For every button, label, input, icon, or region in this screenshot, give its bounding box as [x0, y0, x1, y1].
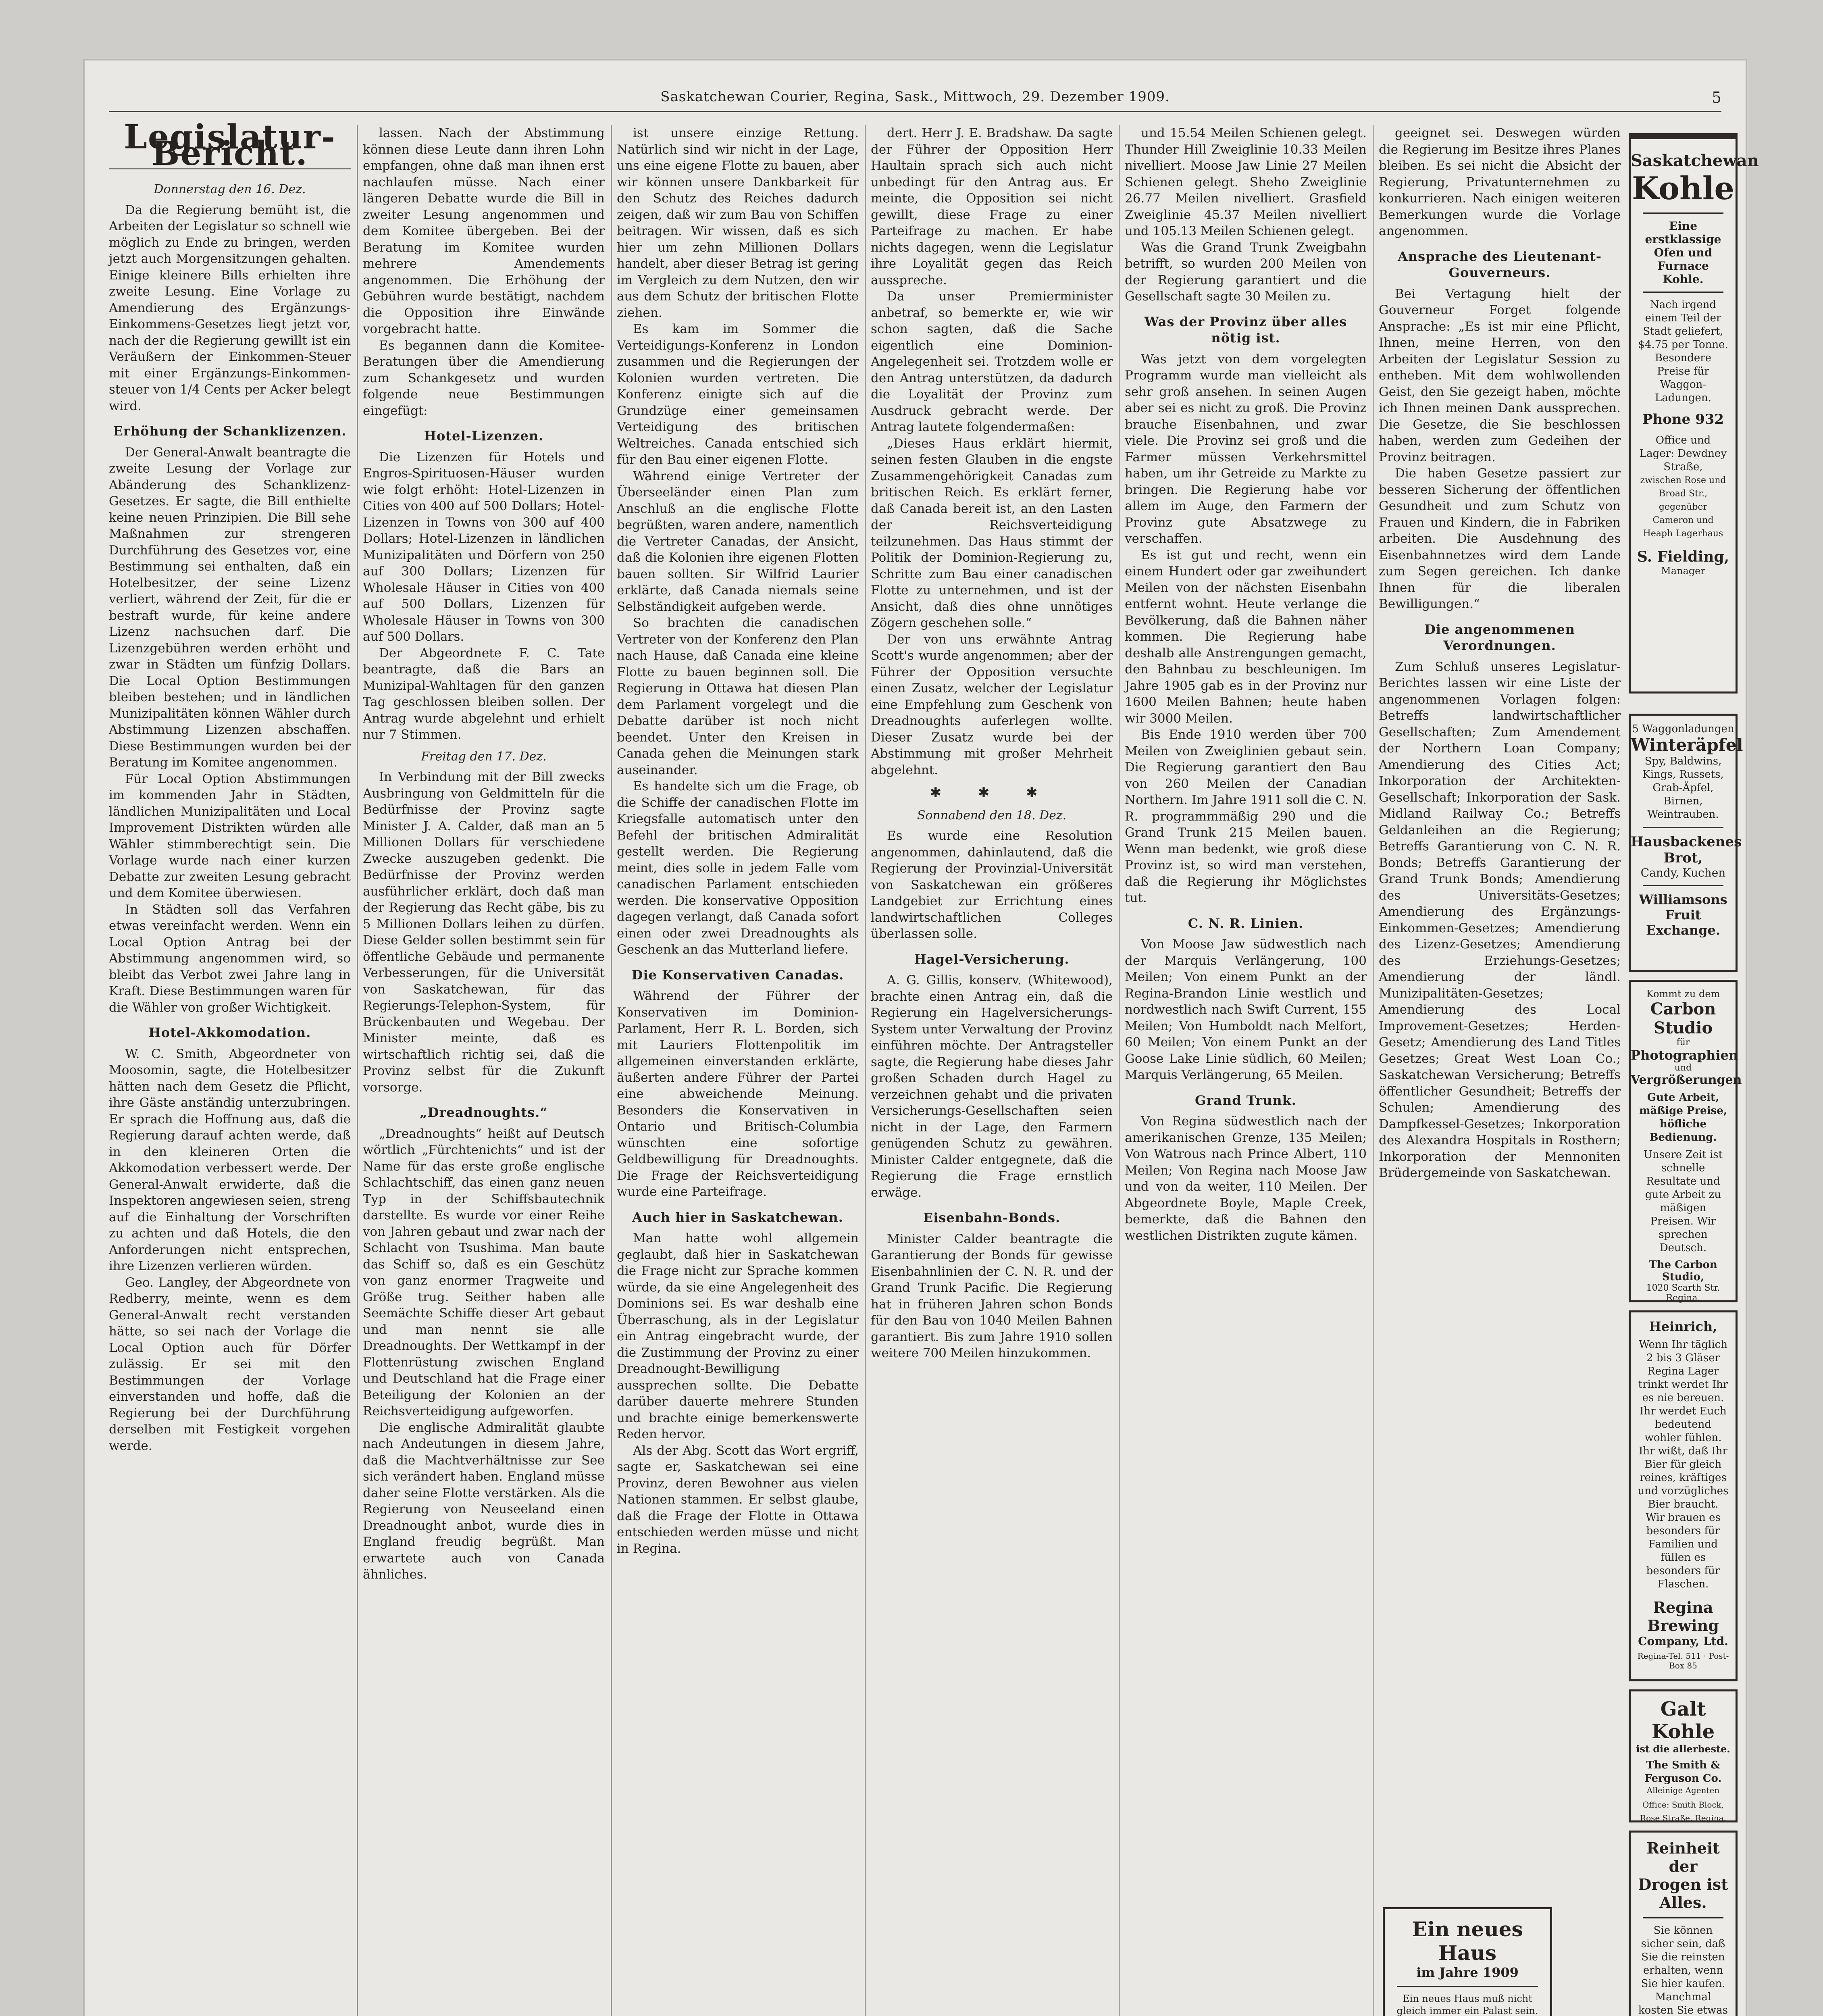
ad-body: Sie können sicher sein, daß Sie die reinsten erhalten, wenn Sie hier kaufen. Manchmal kosten Sie etwas [1638, 1924, 1728, 2016]
ad-body: Unsere Zeit ist schnelle Resultate und gute Arbeit zu mäßigen Preisen. Wir sprechen Deutsch. [1643, 1149, 1723, 1254]
dateline: Sonnabend den 18. Dez. [917, 808, 1067, 823]
article-paragraph: Es handelte sich um die Frage, ob die Schiffe der canadischen Flotte im Kriegsfalle automatisch unter den Befehl der britischen Admiralität gestellt werden. Die Regierung meint, dies solle in jedem Falle vom canadischen Parlament entschieden werden. Die konservative Opposition dagegen verlangt, daß Canada sofort einen oder zwei Dreadnoughts als Geschenk an das Mutterland liefere. [617, 779, 859, 957]
article-paragraph: W. C. Smith, Abgeordneter von Moosomin, sagte, die Hotelbesitzer hätten nach dem Gesetz die Pflicht, ihre Gäste anständig unterzubringen. Er sprach die Hoffnung aus, daß die Regierung darauf achten werde, daß in den kleineren Orten die Akkomodation verbessert werde. Der General-Anwalt erwiderte, daß die Inspektoren angewiesen seien, streng auf die Einhaltung der Vorschriften zu achten und daß Hotels, die den Anforderungen nicht entsprechen, ihre Lizenzen verlieren würden. [109, 1046, 351, 1273]
column-2 [363, 125, 605, 2016]
ad-headline-2: Hausbackenes Brot, [1631, 834, 1742, 866]
ad-office: Office: Smith Block, Rose Straße, Regina. [1640, 1800, 1726, 1823]
ad-tagline: ist die allerbeste. [1636, 1743, 1730, 1755]
dateline: Freitag den 17. Dez. [421, 749, 547, 764]
article-paragraph: dert. Herr J. E. Bradshaw. Da sagte der Führer der Opposition Herr Haultain sprach sich auch nicht unbedingt für den Antrag aus. Er meinte, die Opposition sei nicht gewillt, diese Frage zu einer Parteifrage zu machen. Er habe nichts dagegen, wenn die Legislatur ihre Loyalität gegen das Reich ausspreche. [871, 126, 1113, 287]
article-paragraph: Die Lizenzen für Hotels und Engros-Spirituosen-Häuser wurden wie folgt erhöht: Hotel-Lizenzen in Cities von 400 auf 500 Dollars; Hotel-Lizenzen in Towns von 300 auf 400 Dollars; Hotel-Lizenzen in ländlichen Munizipalitäten und Dörfern von 250 auf 300 Dollars; Lizenzen für Wholesale Häuser in Cities von 400 auf 500 Dollars, Lizenzen für Wholesale Häuser in Towns von 300 auf 500 Dollars. [363, 450, 605, 644]
column-5 [1125, 125, 1367, 2016]
subheading: Hagel-Versicherung. [914, 951, 1070, 967]
column-4 [871, 125, 1113, 2016]
ad-body: Ein neues Haus muß nicht gleich immer ein Palast sein. [1396, 1993, 1538, 2016]
article-paragraph: „Dreadnoughts“ heißt auf Deutsch wörtlich „Fürchtenichts“ und ist der Name für das erste große englische Schlachtschiff, das einen ganz neuen Typ in der Schiffsbautechnik darstellte. Es wurde vor einer Reihe von Jahren gebaut und zwar nach der Schlacht von Tsushima. Man baute das Schiff so, daß es ein Geschütz von ganz enormer Tragweite und Größe trug. Seither haben alle Seemächte Schiffe dieser Art gebaut und man nennt sie alle Dreadnoughts. Der Wettkampf in der Flottenrüstung zwischen England und Deutschland hat die Frage einer Beteiligung der Kolonien an der Reichsverteidigung aufgeworfen. [363, 1126, 605, 1418]
ad-cushing-bros [1383, 1907, 1552, 2016]
ad-box: Post-Box 85 [1669, 1651, 1729, 1670]
article-paragraph: Von Regina südwestlich nach der amerikanischen Grenze, 135 Meilen; Von Watrous nach Prince Albert, 110 Meilen; Von Regina nach Moose Jaw und von da weiter, 110 Meilen. Der Abgeordnete Boyle, Maple Creek, bemerkte, daß die Bahnen den westlichen Distrikten zugute kämen. [1125, 1114, 1367, 1243]
article-paragraph: Als der Abg. Scott das Wort ergriff, sagte er, Saskatchewan sei eine Provinz, deren Bewohner aus vielen Nationen stammen. Er selbst glaube, daß die Frage der Flotte in Ottawa entschieden werden müsse und nicht in Regina. [617, 1443, 859, 1556]
subheading: Eisenbahn-Bonds. [923, 1210, 1061, 1225]
ad-intro: Kommt zu dem [1646, 988, 1720, 1000]
article-paragraph: Von Moose Jaw südwestlich nach der Marquis Verlängerung, 100 Meilen; Von einem Punkt an der Regina-Brandon Linie westlich und nordwestlich nach Swift Current, 155 Meilen; Von Humboldt nach Melfort, 60 Meilen; Von einem Punkt an der Goose Lake Linie südlich, 60 Meilen; Marquis Verlängerung, 65 Meilen. [1125, 937, 1367, 1082]
subheading: Grand Trunk. [1195, 1092, 1296, 1108]
article-paragraph: Die englische Admiralität glaubte nach Andeutungen in diesem Jahre, daß die Machtverhältnisse zur See sich verändert haben. England müsse daher seine Flotte verstärken. Als die Regierung von Neuseeland einen Dreadnought anbot, wurde dies in England freudig begrüßt. Man erwartete auch von Canada ähnliches. [363, 1420, 605, 1582]
ad-hutcheson-drogen [1629, 1831, 1738, 2016]
column-6 [1379, 125, 1621, 1762]
column-1 [109, 118, 351, 2016]
running-title: Saskatchewan Courier, Regina, Sask., Mittwoch, 29. Dezember 1909. [660, 89, 1170, 105]
article-paragraph: In Verbindung mit der Bill zwecks Ausbringung von Geldmitteln für die Bedürfnisse der Provinz sagte Minister J. A. Calder, daß man an 5 Millionen Dollars für verschiedene Zwecke auszugeben gedenkt. Die Bedürfnisse der Provinz werden ausführlicher erklärt, doch daß man der Regierung das Recht gäbe, bis zu 5 Millionen Dollars leihen zu dürfen. Diese Gelder sollen bestimmt sein für öffentliche Gebäude und permanente Verbesserungen, für die Universität von Saskatchewan, für das Regierungs-Telephon-System, für Brückenbauten und Wegebau. Der Minister meinte, daß es wirtschaftlich richtig sei, daß die Provinz selbst für die Zukunft vorsorge. [363, 770, 605, 1095]
ad-list: Spy, Baldwins, Kings, Russets, Grab-Äpfel, Birnen, Weintrauben. [1642, 755, 1724, 821]
ad-williamsons-fruit [1629, 714, 1743, 972]
article-paragraph: Bei Vertagung hielt der Gouverneur Forget folgende Ansprache: „Es ist mir eine Pflicht, Ihnen, meine Herren, von den Arbeiten der Legislatur Session zu entheben. Mit dem wohlwollenden Geist, den Sie gezeigt haben, möchte ich Ihnen meinen Dank aussprechen. Die Gesetze, die Sie beschlossen haben, werden zum Gedeihen der Provinz beitragen. [1379, 286, 1621, 464]
article-paragraph: und 15.54 Meilen Schienen gelegt. Thunder Hill Zweiglinie 10.33 Meilen nivelliert. Moose Jaw Linie 27 Meilen Schienen gelegt. Sheho Zweiglinie 26.77 Meilen nivelliert. Grasfield Zweiglinie 45.37 Meilen nivelliert und 105.13 Meilen Schienen gelegt. [1125, 126, 1367, 238]
ad-office-detail: zwischen Rose und Broad Str., gegenüber Cameron und Heaph Lagerhaus [1640, 475, 1726, 539]
ad-address: The Carbon Studio, [1649, 1259, 1717, 1283]
ad-galt-kohle [1629, 1689, 1738, 1822]
ad-line1: Photographien [1631, 1048, 1738, 1063]
article-paragraph: Minister Calder beantragte die Garantierung der Bonds für gewisse Eisenbahnlinien der C. N. R. und der Grand Trunk Pacific. Die Regierung hat in früheren Jahren schon Bonds für den Bau von 1040 Meilen Bahnen garantiert. Bis zum Jahre 1910 sollen weitere 700 Meilen hinzukommen. [871, 1231, 1113, 1360]
ad-headline: Ein neues Haus [1412, 1917, 1523, 1965]
ad-line2: und [1674, 1063, 1692, 1073]
article-paragraph: Es kam im Sommer die Verteidigungs-Konferenz in London zusammen und die Regierungen der Kolonien wurden vertreten. Die Konferenz einigte sich auf die Grundzüge einer gemeinsamen Verteidigung des britischen Weltreiches. Canada entschied sich für den Bau einer eigenen Flotte. [617, 322, 859, 467]
ad-company: Williamsons Fruit Exchange. [1639, 892, 1727, 938]
newspaper-page [85, 60, 1759, 2016]
ad-company: Regina Brewing [1647, 1598, 1719, 1635]
subheading: Ansprache des Lieutenant-Gouverneurs. [1398, 248, 1602, 280]
article-paragraph: Der Abgeordnete F. C. Tate beantragte, daß die Bars an Munizipal-Wahltagen für den ganzen Tag geschlossen bleiben sollen. Der Antrag wurde abgelehnt und erhielt nur 7 Stimmen. [363, 646, 605, 742]
article-paragraph: lassen. Nach der Abstimmung können diese Leute dann ihren Lohn empfangen, ohne daß man ihnen erst nachlaufen müsse. Nach einer längeren Debatte wurde die Bill in zweiter Lesung angenommen und dem Komitee übergeben. Bei der Beratung im Komitee wurden mehrere Amendements angenommen. Die Erhöhung der Gebühren wurde bestätigt, nachdem die Opposition ihre Einwände vorgebracht hatte. [363, 126, 605, 336]
subheading: C. N. R. Linien. [1188, 915, 1304, 931]
article-paragraph: In Städten soll das Verfahren etwas vereinfacht werden. Wenn ein Local Option Antrag bei der Abstimmung angenommen wird, so bleibt das Verbot zwei Jahre lang in Kraft. Diese Bestimmungen waren für die Wähler von großer Wichtigkeit. [109, 902, 351, 1015]
ad-office: Office und Lager: Dewdney Straße, [1639, 434, 1727, 473]
ad-saskatchewan-kohle [1629, 137, 1759, 694]
article-paragraph: Zum Schluß unseres Legislatur-Berichtes lassen wir eine Liste der angenommenen Vorlagen folgen: Betreffs landwirtschaftlicher Gesellschaften; Zum Amendement der Northern Loan Company; Amendierung des Cities Act; Inkorporation der Architekten-Gesellschaft; Inkorporation der Sask. Midland Railway Co.; Betreffs Geldanleihen an die Regierung; Betreffs Garantierung von C. N. R. Bonds; Betreffs Garantierung der Grand Trunk Bonds; Amendierung des Universitäts-Gesetzes; Amendierung des Ergänzungs-Einkommen-Gesetzes; Amendierung des Lizenz-Gesetzes; Amendierung des Erziehungs-Gesetzes; Amendierung der ländl. Munizipalitäten-Gesetzes; Amendierung des Local Improvement-Gesetzes; Herden-Gesetz; Amendierung des Land Titles Gesetzes; Great West Loan Co.; Saskatchewan Versicherung; Betreffs öffentlicher Gesundheit; Betreffs der Schulen; Amendierung des Dampfkessel-Gesetzes; Inkorporation des Alexandra Hospitals in Rosthern; Inkorporation der Mennoniten Brüdergemeinde von Saskatchewan. [1379, 659, 1621, 1180]
article-paragraph: Es begannen dann die Komitee-Beratungen über die Amendierung zum Schankgesetz und wurden folgende neue Bestimmungen eingefügt: [363, 338, 605, 418]
ad-body: Wenn Ihr täglich 2 bis 3 Gläser Regina Lager trinkt werdet Ihr es nie bereuen. Ihr werdet Euch bedeutend wohler fühlen. Ihr wißt, daß Ihr Bier für gleich reines, kräftiges und vorzügliches Bier braucht. Wir brauen es besonders für Familien und füllen es besonders für Flaschen. [1638, 1339, 1729, 1590]
ad-address-2: 1020 Scarth Str. Regina. [1646, 1283, 1720, 1303]
column-divider [611, 125, 612, 2016]
article-paragraph: Für Local Option Abstimmungen im kommenden Jahr in Städten, ländlichen Munizipalitäten und Local Improvement Distrikten würden alle Wähler stimmberechtigt sein. Die Vorlage wurde nach einer kurzen Debatte zur zweiten Lesung gebracht und dem Komitee überwiesen. [109, 771, 351, 900]
spacer [1629, 133, 1738, 137]
ad-subline: Candy, Kuchen [1640, 866, 1726, 879]
ad-company: Carbon Studio [1650, 1000, 1716, 1037]
ad-tagline: Gute Arbeit, mäßige Preise, höfliche Bedienung. [1639, 1091, 1727, 1143]
page-number: 5 [1711, 89, 1721, 106]
article-paragraph: So brachten die canadischen Vertreter von der Konferenz den Plan nach Hause, daß Canada eine kleine Flotte zu bauen beginnen soll. Die Regierung in Ottawa hat diesen Plan dem Parlament vorgelegt und die Debatte darüber ist noch nicht beendet. Unter den Kreisen in Canada gehen die Meinungen stark auseinander. [617, 616, 859, 777]
ad-phone: Phone 932 [1642, 411, 1724, 427]
subheading: Hotel-Lizenzen. [424, 428, 544, 444]
column-divider [357, 125, 358, 2016]
ad-headline: Galt Kohle [1651, 1698, 1715, 1743]
header-rule [109, 111, 1721, 112]
column-divider [865, 125, 866, 2016]
article-paragraph: Was jetzt von dem vorgelegten Programm wurde man vielleicht als sehr groß ansehen. In seinen Augen aber sei es nicht zu groß. Die Provinz brauche Eisenbahnen, und zwar viele. Die Provinz sei groß und die Farmer müssen Verkehrsmittel haben, um ihr Getreide zu Markte zu bringen. Die Regierung habe vor allem im Auge, den Farmern der Provinz gute Absatzwege zu verschaffen. [1125, 352, 1367, 546]
ad-body: Nach irgend einem Teil der Stadt geliefert, $4.75 per Tonne. Besondere Preise für Waggon-Ladungen. [1638, 299, 1728, 404]
subheading: „Dreadnoughts.“ [420, 1105, 548, 1120]
ad-role: Alleinige Agenten [1646, 1785, 1720, 1795]
ad-headline-2: Drogen ist Alles. [1638, 1875, 1728, 1912]
article-paragraph: „Dieses Haus erklärt hiermit, seinen festen Glauben in die engste Zusammengehörigkeit Canadas zum britischen Reich. Es erklärt ferner, daß Canada bereit ist, an den Lasten der Reichsverteidigung teilzunehmen. Das Haus stimmt der Politik der Dominion-Regierung zu, Schritte zum Bau einer canadischen Flotte zu unternehmen, und ist der Ansicht, daß dies ohne unnötiges Zögern geschehen solle.“ [871, 436, 1113, 630]
subheading: Was der Provinz über alles nötig ist. [1144, 314, 1347, 346]
ad-tagline: Eine erstklassige Ofen und Furnace Kohle. [1645, 219, 1721, 286]
section-title: Legislatur-Bericht. [109, 129, 351, 169]
ad-company-2: Company, Ltd. [1638, 1635, 1728, 1648]
ad-brand-line1: Saskatchewan [1631, 151, 1759, 170]
article-paragraph: Da die Regierung bemüht ist, die Arbeiten der Legislatur so schnell wie möglich zu Ende zu bringen, werden jetzt auch Morgensitzungen gehalten. Einige kleinere Bills erhielten ihre zweite Lesung. Eine Vorlage zu Amendierung des Ergänzungs-Einkommens-Gesetzes liegt jetzt vor, nach der die Regierung gewillt ist ein Veräußern der Einkommen-Steuer mit einer Ergänzungs-Einkommen-steuer von 1/4 Cents per Acker belegt wird. [109, 202, 351, 413]
ad-manager-name: S. Fielding, [1637, 548, 1729, 565]
article-paragraph: geeignet sei. Deswegen würden die Regierung im Besitze ihres Planes bleiben. Es sei nicht die Absicht der Regierung, Privatunternehmen zu konkurrieren. Nach einigen weiteren Bemerkungen wurde die Vorlage angenommen. [1379, 126, 1621, 238]
ad-subheadline: im Jahre 1909 [1416, 1965, 1519, 1980]
ad-headline: Winteräpfel [1631, 735, 1743, 755]
ad-carbon-studio [1629, 980, 1742, 1303]
ad-company: The Smith & Ferguson Co. [1644, 1759, 1722, 1785]
article-paragraph: Es ist gut und recht, wenn ein einem Hundert oder gar zweihundert Meilen von der nächsten Eisenbahn entfernt wohnt. Heute verlange die Bevölkerung, daß die Bahnen näher kommen. Die Regierung habe deshalb alle Anstrengungen gemacht, den Bahnbau zu beschleunigen. Im Jahre 1905 gab es in der Provinz nur 1600 Meilen Bahnen; heute haben wir 3000 Meilen. [1125, 548, 1367, 726]
article-paragraph: Während einige Vertreter der Überseeländer einen Plan zum Anschluß an die englische Flotte begrüßten, waren andere, namentlich die Vertreter Canadas, der Ansicht, daß die Kolonien ihre eigenen Flotten bauen sollten. Sir Wilfrid Laurier erklärte, daß Canada niemals seine Selbständigkeit aufgeben werde. [617, 469, 859, 614]
article-paragraph: Während der Führer der Konservativen im Dominion-Parlament, Herr R. L. Borden, sich mit Lauriers Flottenpolitik im allgemeinen einverstanden erklärte, äußerten andere Führer der Partei eine abweichende Meinung. Besonders die Konservativen in Ontario und Britisch-Columbia wünschten eine sofortige Geldbewilligung für Dreadnoughts. Die Frage der Reichsverteidigung wurde eine Parteifrage. [617, 989, 859, 1199]
article-paragraph: Der General-Anwalt beantragte die zweite Lesung der Vorlage zur Abänderung des Schanklizenz-Gesetzes. Er sagte, die Bill enthielte keine neuen Prinzipien. Die Bill sehe Maßnahmen zur strengeren Durchführung des Gesetzes vor, eine Bestimmung sei enthalten, daß ein Hotelbesitzer, der seine Lizenz verliert, während der Zeit, für die er bestraft wurde, für keine andere Lizenz nachsuchen darf. Die Lizenzgebühren werden erhöht und zwar in Städten um fünfzig Dollars. Die Local Option Bestimmungen bleiben bestehen; und in ländlichen Munizipalitäten können Wähler durch Abstimmung Lizenzen abschaffen. Diese Bestimmungen wurden bei der Beratung im Komitee angenommen. [109, 445, 351, 770]
ad-tel: Regina-Tel. 511 [1637, 1651, 1701, 1661]
article-paragraph: Die haben Gesetze passiert zur besseren Sicherung der öffentlichen Gesundheit und zum Schutz von Frauen und Kindern, die in Fabriken arbeiten. Die Ausdehnung des Eisenbahnnetzes wird dem Lande zum Segen gereichen. Ich danke Ihnen für die liberalen Bewilligungen.“ [1379, 466, 1621, 611]
ad-intro: 5 Waggonladungen [1632, 723, 1734, 735]
subheading: Die Konservativen Canadas. [631, 967, 844, 983]
article-paragraph: A. G. Gillis, konserv. (Whitewood), brachte einen Antrag ein, daß die Regierung ein Hagelversicherungs-System unter Verwaltung der Provinz einführen möchte. Der Antragsteller sagte, die Regierung habe dieses Jahr großen Schaden durch Hagel zu verzeichnen gehabt und die privaten Versicherungs-Gesellschaften seien nicht in der Lage, den Farmern genügenden Schutz zu gewähren. Minister Calder entgegnete, daß die Regierung die Frage ernstlich erwäge. [871, 973, 1113, 1200]
column-3 [617, 125, 859, 2016]
article-paragraph: Der von uns erwähnte Antrag Scott's wurde angenommen; aber der Führer der Opposition versuchte einen Zusatz, welcher der Legislatur eine Empfehlung zum Geschenk von Dreadnoughts auferlegen wollte. Dieser Zusatz wurde bei der Abstimmung mit großer Mehrheit abgelehnt. [871, 632, 1113, 777]
subheading: Hotel-Akkomodation. [148, 1025, 311, 1040]
ad-headline-1: Reinheit der [1646, 1839, 1720, 1875]
subheading: Erhöhung der Schanklizenzen. [113, 423, 347, 439]
article-paragraph: Es wurde eine Resolution angenommen, dahinlautend, daß die Regierung der Provinzial-Universität von Saskatchewan ein größeres Landgebiet zur Errichtung eines landwirtschaftlichen Colleges überlassen solle. [871, 829, 1113, 941]
ad-line3: Vergrößerungen [1631, 1073, 1742, 1087]
subheading: Auch hier in Saskatchewan. [632, 1209, 843, 1225]
ad-for: für [1676, 1037, 1690, 1048]
article-paragraph: Geo. Langley, der Abgeordnete von Redberry, meinte, wenn es dem General-Anwalt recht verstanden hätte, so sei nach der Vorlage die Local Option auch für Dörfer zulässig. Er sei mit den Bestimmungen der Vorlage einverstanden und hoffe, daß die Regierung bei der Durchführung derselben mit Festigkeit vorgehen werde. [109, 1275, 351, 1453]
ad-brand-line2: Kohle [1632, 170, 1735, 207]
ad-manager-title: Manager [1661, 565, 1705, 577]
article-paragraph: Da unser Premierminister anbetraf, so bemerkte er, wie wir schon sagten, daß die Sache eigentlich eine Dominion-Angelegenheit sei. Trotzdem wolle er den Antrag unterstützen, da dadurch die Loyalität der Provinz zum Ausdruck gebracht werde. Der Antrag lautete folgendermaßen: [871, 289, 1113, 434]
subheading: Die angenommenen Verordnungen. [1424, 621, 1575, 653]
article-paragraph: ist unsere einzige Rettung. Natürlich sind wir nicht in der Lage, uns eine eigene Flotte zu bauen, aber wir können unsere Dankbarkeit für den Schutz des Reiches dadurch zeigen, daß wir zum Bau von Schiffen beitragen. Wir wissen, daß es sich hier um zehn Millionen Dollars handelt, aber dieser Betrag ist gering im Vergleich zu dem Nutzen, den wir aus dem Schutz der britischen Flotte ziehen. [617, 126, 859, 320]
article-paragraph: Man hatte wohl allgemein geglaubt, daß hier in Saskatchewan die Frage nicht zur Sprache kommen würde, da sie eine Angelegenheit des Dominions sei. Es war deshalb eine Überraschung, als in der Legislatur ein Antrag eingebracht wurde, der die Zustimmung der Provinz zu einer Dreadnought-Bewilligung aussprechen sollte. Die Debatte darüber dauerte mehrere Stunden und brachte einige bemerkenswerte Reden hervor. [617, 1231, 859, 1441]
ad-regina-brewing: Heinrich, Wenn Ihr täglich 2 bis 3 Gläser Regina Lager trinkt werdet Ihr es nie bereuen. Ihr werdet Euch bedeutend wohler fühlen. Ihr wißt, daß Ihr Bier für gleich reines, kräftiges und vorzügliches Bier braucht. Wir brauen es besonders für Familien und füllen es besonders für Flaschen. Regina Brewing Company, Ltd. Regina-Tel. 511 · Post-Box 85 [1629, 1310, 1738, 1681]
ad-headline: Heinrich, [1649, 1319, 1717, 1334]
article-paragraph: Bis Ende 1910 werden über 700 Meilen von Zweiglinien gebaut sein. Die Regierung garantiert den Bau von 260 Meilen der Canadian Northern. Im Jahre 1911 soll die C. N. R. programmmäßig 290 und die Grand Trunk 215 Meilen bauen. Wenn man bedenkt, wie groß diese Provinz ist, so wird man verstehen, daß die Regierung ihr Möglichstes tut. [1125, 727, 1367, 905]
article-paragraph: Was die Grand Trunk Zweigbahn betrifft, so wurden 200 Meilen von der Regierung garantiert und die Gesellschaft sagte 30 Meilen zu. [1125, 240, 1367, 304]
dateline: Donnerstag den 16. Dez. [154, 182, 306, 196]
column-divider [1119, 125, 1120, 2016]
section-separator: ✱ ✱ ✱ [930, 785, 1054, 801]
